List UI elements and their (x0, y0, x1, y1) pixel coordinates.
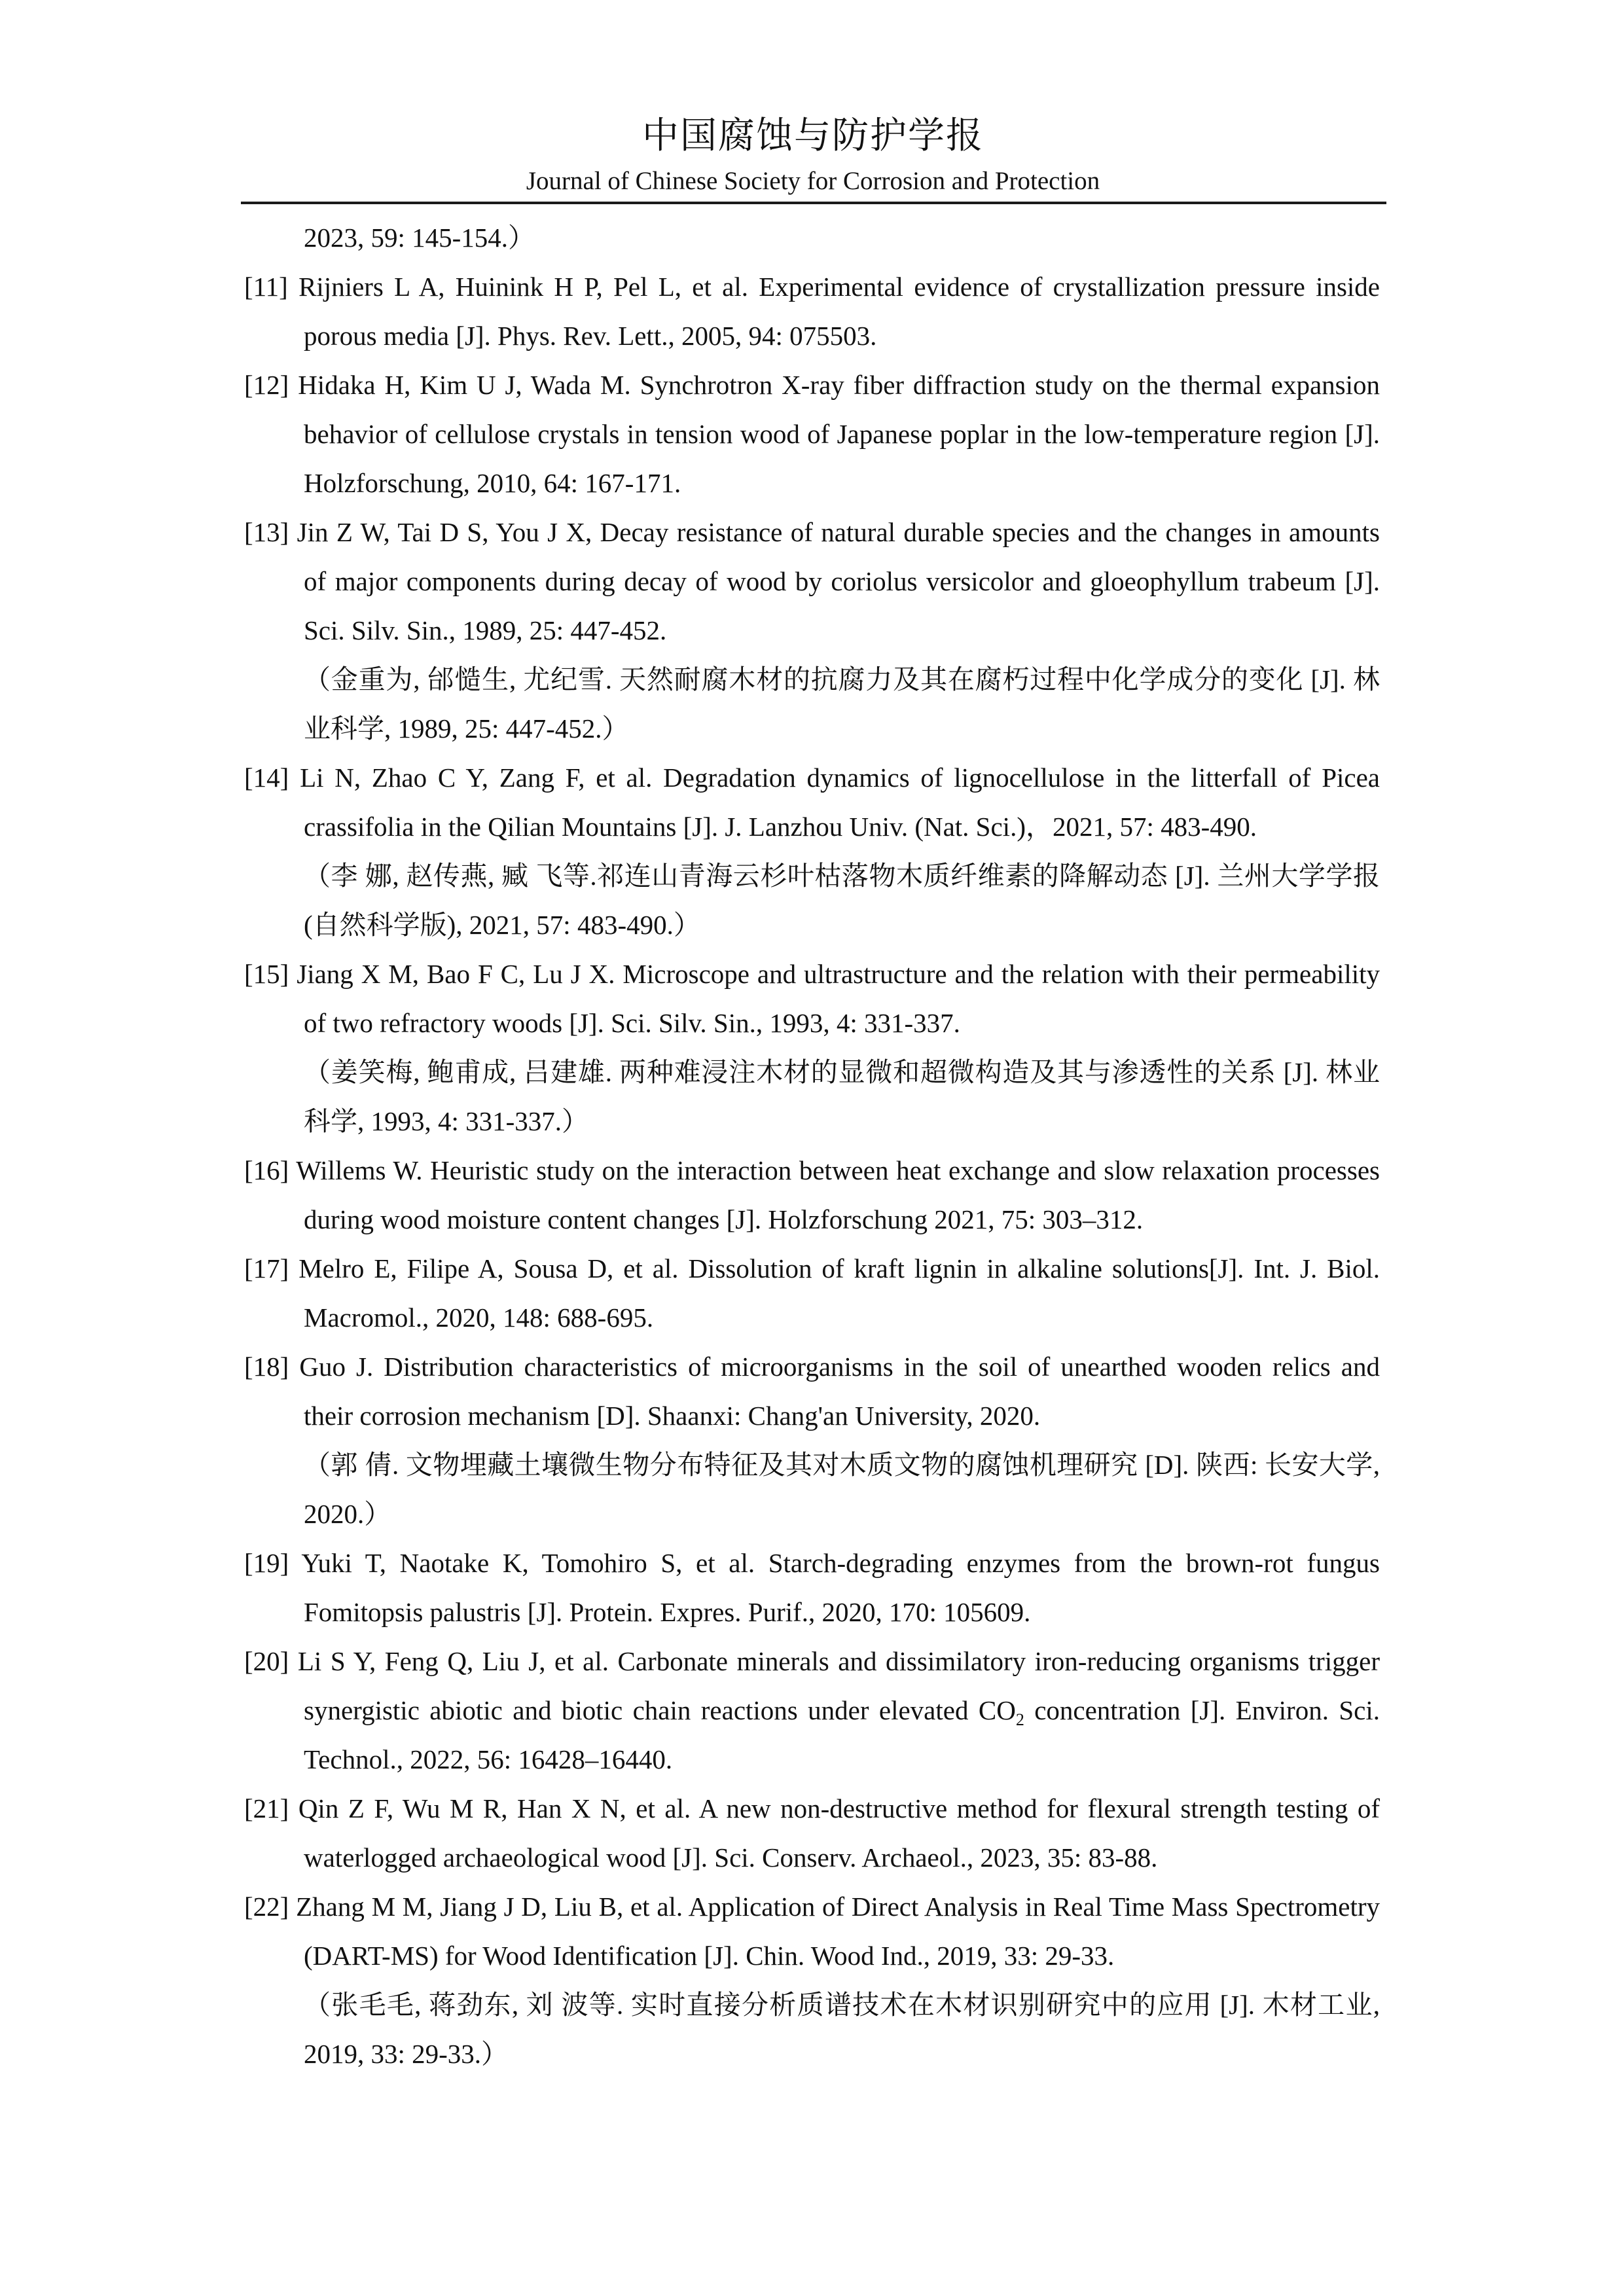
reference-item (244, 262, 1380, 361)
reference-item (244, 1637, 1380, 1784)
reference-number: [12] (244, 370, 289, 400)
journal-title-en: Journal of Chinese Society for Corrosion and Protection (526, 167, 1100, 195)
reference-item (244, 1539, 1380, 1637)
header-divider (241, 202, 1386, 204)
reference-item (244, 1342, 1380, 1441)
reference-item (244, 508, 1380, 655)
reference-translation-cn: （李 娜, 赵传燕, 臧 飞等.祁连山青海云杉叶枯落物木质纤维素的降解动态 [J]. 兰州大学学报(自然科学版), 2021, 57: 483-490.） (304, 861, 1380, 940)
reference-item (244, 361, 1380, 508)
reference-text: Willems W. Heuristic study on the interaction between heat exchange and slow relaxation processes during wood moisture content changes [J]. Holzforschung 2021, 75: 303–312. (296, 1155, 1380, 1234)
reference-item (244, 950, 1380, 1048)
reference-number: [17] (244, 1253, 289, 1283)
reference-item (244, 1244, 1380, 1342)
reference-text: Li S Y, Feng Q, Liu J, et al. Carbonate minerals and dissimilatory iron-reducing organisms trigger synergistic abiotic and biotic chain reactions under elevated $CO_2$ concentration [J]. Environ. Sci. Technol., 2022, 56: 16428–16440. (297, 1646, 1380, 1774)
subscript: 2 (1015, 1710, 1024, 1730)
reference-text: Rijniers L A, Huinink H P, Pel L, et al. Experimental evidence of crystallization pressure inside porous media [J]. Phys. Rev. Lett., 2005, 94: 075503. (298, 272, 1380, 351)
reference-translation-cn: （金重为, 邰慥生, 尤纪雪. 天然耐腐木材的抗腐力及其在腐朽过程中化学成分的变化 [J]. 林业科学, 1989, 25: 447-452.） (304, 664, 1380, 744)
page-header (241, 110, 1385, 199)
reference-number: [14] (244, 762, 289, 793)
reference-text: Qin Z F, Wu M R, Han X N, et al. A new non-destructive method for flexural strength testing of waterlogged archaeological wood [J]. Sci. Conserv. Archaeol., 2023, 35: 83-88. (298, 1793, 1380, 1873)
reference-number: [19] (244, 1548, 289, 1578)
reference-translation-cn: （郭 倩. 文物埋藏土壤微生物分布特征及其对木质文物的腐蚀机理研究 [D]. 陕西: 长安大学, 2020.） (304, 1450, 1380, 1529)
reference-number: [16] (244, 1155, 289, 1185)
reference-continuation: 2023, 59: 145-154.） (304, 223, 535, 253)
reference-list (244, 213, 1380, 2079)
reference-text: Li N, Zhao C Y, Zang F, et al. Degradation dynamics of lignocellulose in the litterfall of Picea crassifolia in the Qilian Mountains [J]. J. Lanzhou Univ. (Nat. Sci.)，2021, 57: 483-490. (300, 762, 1380, 842)
reference-text: Guo J. Distribution characteristics of microorganisms in the soil of unearthed wooden relics and their corrosion mechanism [D]. Shaanxi: Chang'an University, 2020. (299, 1352, 1380, 1431)
reference-item (244, 1784, 1380, 1882)
reference-text: Jin Z W, Tai D S, You J X, Decay resistance of natural durable species and the changes in amounts of major components during decay of wood by coriolus versicolor and gloeophyllum trabeum [J]. Sci. Silv. Sin., 1989, 25: 447-452. (297, 517, 1380, 645)
reference-text: Hidaka H, Kim U J, Wada M. Synchrotron X-ray fiber diffraction study on the thermal expansion behavior of cellulose crystals in tension wood of Japanese poplar in the low-temperature region [J]. Holzforschung, 2010, 64: 167-171. (298, 370, 1380, 498)
journal-title-cn: 中国腐蚀与防护学报 (642, 116, 984, 156)
reference-translation-cn: （张毛毛, 蒋劲东, 刘 波等. 实时直接分析质谱技术在木材识别研究中的应用 [J]. 木材工业, 2019, 33: 29-33.） (304, 1990, 1380, 2069)
reference-number: [11] (244, 272, 288, 302)
reference-text: Yuki T, Naotake K, Tomohiro S, et al. Starch-degrading enzymes from the brown-rot fungus Fomitopsis palustris [J]. Protein. Expres. Purif., 2020, 170: 105609. (301, 1548, 1380, 1627)
reference-text: Zhang M M, Jiang J D, Liu B, et al. Application of Direct Analysis in Real Time Mass Spectrometry (DART-MS) for Wood Identification [J]. Chin. Wood Ind., 2019, 33: 29-33. (296, 1892, 1380, 1971)
reference-number: [21] (244, 1793, 289, 1823)
reference-item (244, 753, 1380, 852)
reference-number: [22] (244, 1892, 289, 1922)
reference-number: [20] (244, 1646, 289, 1676)
reference-number: [15] (244, 959, 289, 989)
reference-number: [13] (244, 517, 289, 547)
reference-item (244, 1882, 1380, 1981)
reference-item (244, 1146, 1380, 1244)
reference-translation-cn: （姜笑梅, 鲍甫成, 吕建雄. 两种难浸注木材的显微和超微构造及其与渗透性的关系 [J]. 林业科学, 1993, 4: 331-337.） (304, 1057, 1380, 1136)
reference-text: Jiang X M, Bao F C, Lu J X. Microscope and ultrastructure and the relation with their permeability of two refractory woods [J]. Sci. Silv. Sin., 1993, 4: 331-337. (297, 959, 1380, 1038)
reference-number: [18] (244, 1352, 289, 1382)
reference-text: Melro E, Filipe A, Sousa D, et al. Dissolution of kraft lignin in alkaline solutions[J]. Int. J. Biol. Macromol., 2020, 148: 688-695. (298, 1253, 1380, 1333)
